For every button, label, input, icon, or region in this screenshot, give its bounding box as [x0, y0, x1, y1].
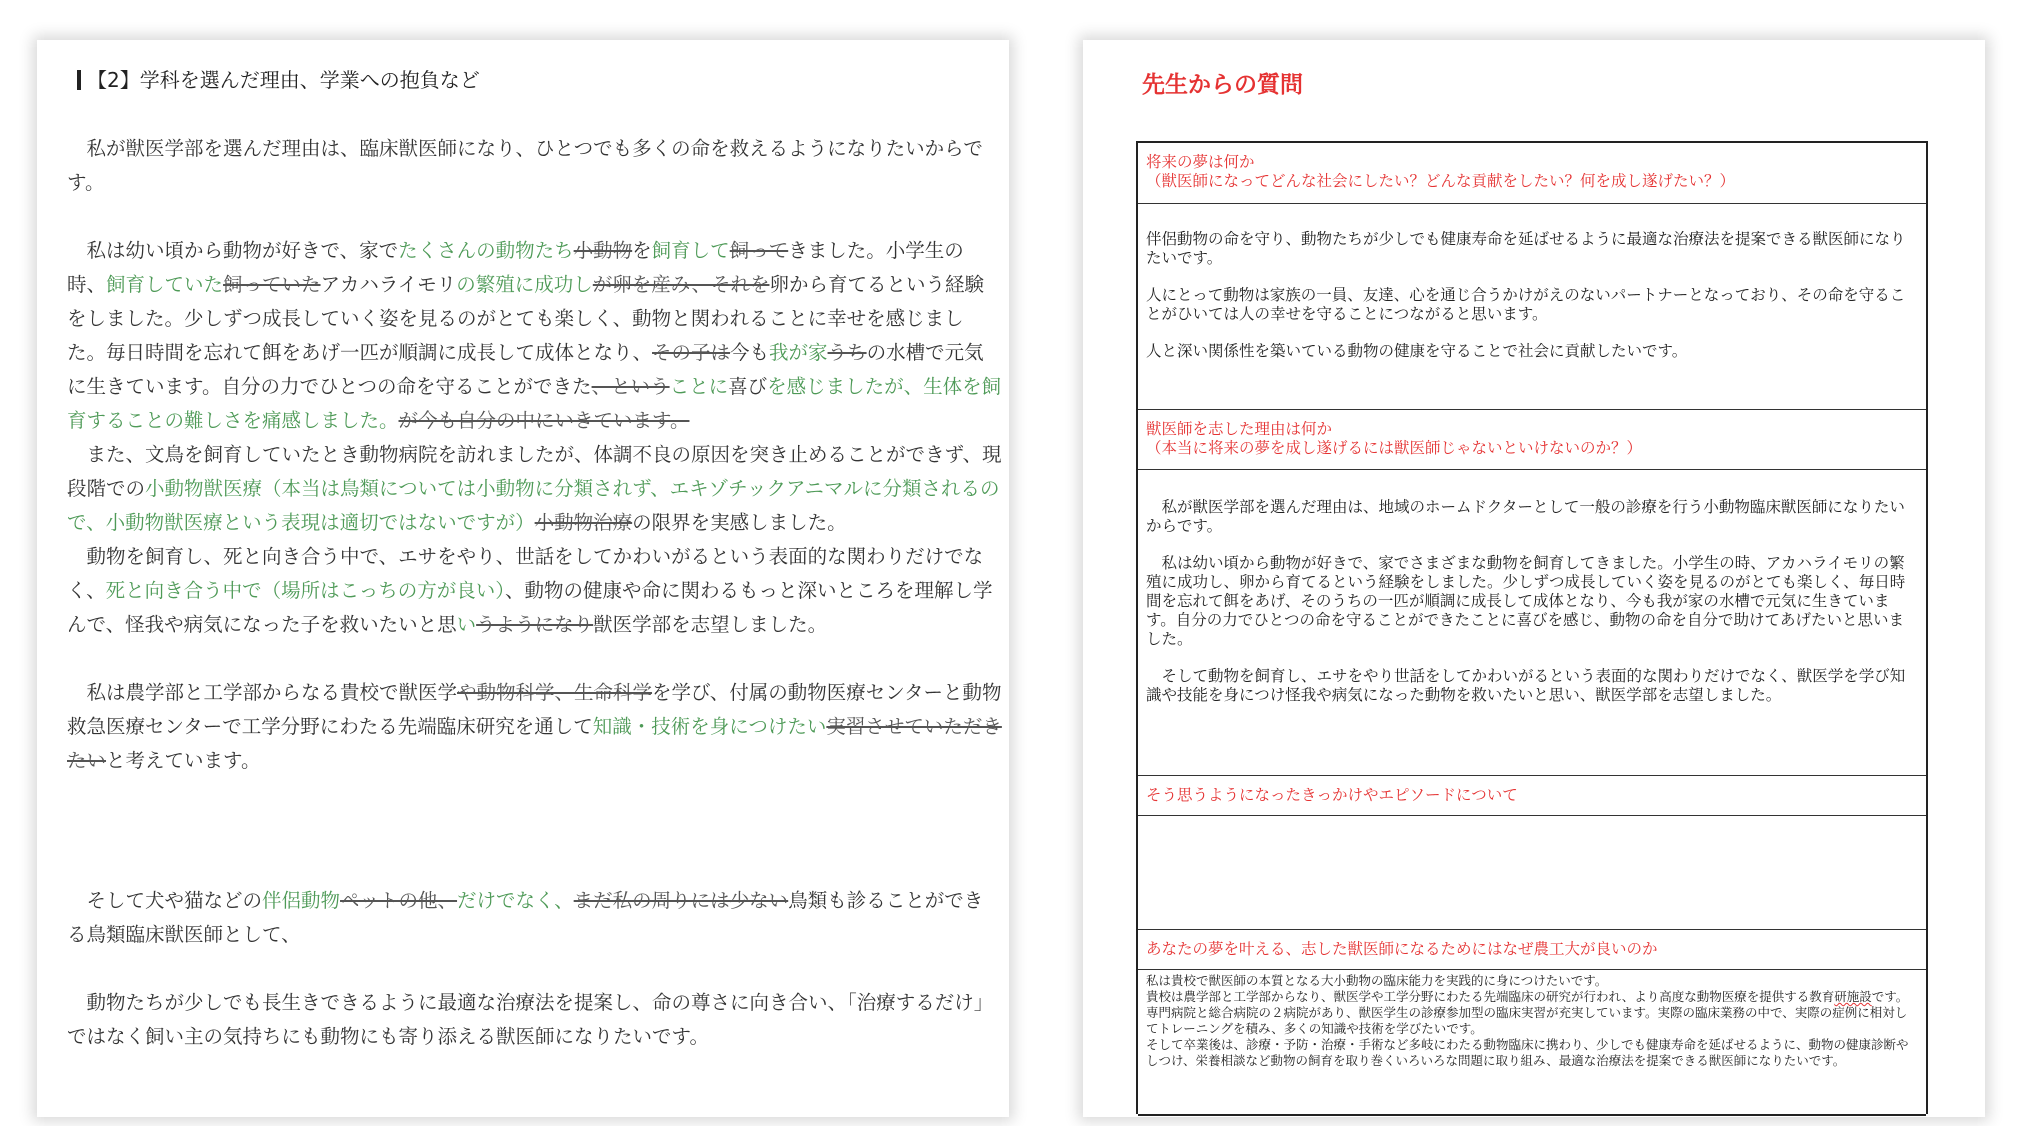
deleted-text: まだ私の周りには少ない	[573, 889, 789, 912]
paragraph-5	[67, 676, 1002, 778]
deleted-text: ペットの他、	[340, 889, 458, 912]
question-1-header: 将来の夢は何か （獣医師になってどんな社会にしたい？どんな貢献をしたい？何を成し遂げたい？）	[1146, 153, 1736, 190]
paragraph-1: 私が獣医学部を選んだ理由は、臨床獣医師になり、ひとつでも多くの命を救えるようになりたいからです。	[67, 137, 983, 194]
text-run: を	[632, 239, 652, 262]
heading-bar	[77, 70, 81, 90]
text-run: 、動物の健康や命に関わるもっと深いところを理解し学んで、怪我や病気になった子を救いたいと思	[67, 579, 993, 636]
deleted-text: が今も自分の中にいきています。	[398, 409, 690, 432]
deleted-text: が卵を産み、それを	[592, 273, 770, 296]
deleted-text: うようになり	[476, 613, 594, 636]
deleted-text: や動物科学、生命科学	[457, 681, 653, 704]
inserted-text: だけでなく、	[457, 889, 574, 912]
inserted-text: を感じましたが、生体を飼育することの難しさを痛感しました。	[67, 375, 1002, 432]
inserted-text: ことに	[669, 375, 729, 398]
answer-4: 私は貴校で獣医師の本質となる大小動物の臨床能力を実践的に身につけたいです。 貴校は農学部と工学部からなり、獣医学や工学分野にわたる先端臨床の研究が行われ、より高度な動物医療を提供する教育研施設です。 専門病院と総合病院の２病院があり、獣医学生の診療参加型の臨床実習が充実しています。実際の臨床業務の中で、実際の症例に相対してトレーニングを積み、多くの知識や技術を学びたいです。 そして卒業後は、診療・予防・治療・手術など多岐にわたる動物臨床に携わり、少しでも健康寿命を延ばせるように、動物の健康診断やしつけ、栄養相談など動物の飼育を取り巻くいろいろな問題に取り組み、最適な治療法を提案できる獣医師になりたいです。	[1138, 969, 1926, 1116]
text-run: と考えています。	[106, 749, 261, 772]
text-run: 獣医学部を志望しました。	[593, 613, 828, 636]
inserted-text: たくさんの動物たち	[398, 239, 574, 262]
question-table	[1136, 141, 1928, 1114]
paragraph-2	[67, 234, 1002, 438]
inserted-text: 我が家	[769, 341, 828, 364]
text-run: 卵から育てるという経験をしました。少しずつ成長していく姿を見るのがとても楽しく、動物と関われることに幸せを感じました。毎日時間を忘れて餌をあげ一匹が順調に成長して成体となり、	[67, 273, 984, 364]
paragraph-7: 動物たちが少しでも長生きできるように最適な治療法を提案し、命の尊さに向き合い、「治療するだけ」ではなく飼い主の気持ちにも動物にも寄り添える獣医師になりたいです。	[67, 991, 994, 1048]
page-title: 先生からの質問	[1142, 72, 1303, 98]
deleted-text: 小動物	[573, 239, 633, 262]
inserted-text: 小動物獣医療（本当は鳥類については小動物に分類されず、エキゾチックアニマルに分類されるので、小動物獣医療という表現は適切ではないですが）	[67, 477, 1000, 534]
deleted-text: 実習させていただきたい	[67, 715, 1002, 772]
paragraph-4	[67, 540, 1002, 642]
question-3-header: そう思うようになったきっかけやエピソードについて	[1138, 775, 1926, 815]
teacher-questions-page	[1083, 40, 1985, 1117]
text-run: 動物を飼育し、死と向き合う中で、エサをやり、世話をしてかわいがるという表面的な関わりだけでなく、	[67, 545, 984, 602]
inserted-text: 死と向き合う中で（場所はこっちの方が良い）	[105, 579, 505, 602]
text-run: を学び、付属の動物医療センターと動物救急医療センターで工学分野にわたる先端臨床研究を通して	[67, 681, 1002, 738]
text-run: きました。小学生の時、	[67, 239, 964, 296]
text-run: 鳥類も診ることができる鳥類臨床獣医師として、	[67, 889, 984, 946]
text-run: の水槽で元気に生きています。自分の力でひとつの命を守ることができた	[67, 341, 984, 398]
question-4-header: あなたの夢を叶える、志した獣医師になるためにはなぜ農工大が良いのか	[1138, 929, 1926, 969]
text-run: 喜び	[728, 375, 768, 398]
answer-3-empty	[1138, 815, 1926, 929]
deleted-text: その子は	[652, 341, 731, 364]
deleted-text: うち	[827, 341, 867, 364]
inserted-text: の繁殖に成功し	[456, 273, 593, 296]
essay-draft-page	[37, 40, 1009, 1117]
paragraph-3	[67, 438, 1002, 540]
inserted-text: い	[456, 613, 477, 636]
deleted-text: 、という	[591, 375, 670, 398]
deleted-text: 飼っていた	[223, 273, 321, 296]
inserted-text: 飼育していた	[106, 273, 224, 296]
inserted-text: 知識・技術を身につけたい	[592, 715, 827, 738]
question-2-header: 獣医師を志した理由は何か （本当に将来の夢を成し遂げるには獣医師じゃないといけないのか？）	[1138, 409, 1926, 469]
inserted-text: 伴侶動物	[262, 889, 341, 912]
text-run: の限界を実感しました。	[632, 511, 847, 534]
text-run: 私は農学部と工学部からなる貴校で獣医学	[86, 681, 458, 704]
answer-2: 私が獣医学部を選んだ理由は、地域のホームドクターとして一般の診療を行う小動物臨床獣医師になりたいからです。 私は幼い頃から動物が好きで、家でさまざまな動物を飼育してきました。小学生の時、アカハライモリの繁殖に成功し、卵から育てるという経験をしました。少しずつ成長していく姿を見るのがとても楽しく、毎日時間を忘れて餌をあげ、そのうちの一匹が順調に成長して成体となり、今も我が家の水槽で元気に生きています。自分の力でひとつの命を守ることができたことに喜びを感じ、動物の命を自分で助けてあげたいと思いました。 そして動物を飼育し、エサをやり世話をしてかわいがるという表面的な関わりだけでなく、獣医学を学び知識や技能を身につけ怪我や病気になった動物を救いたいと思い、獣医学部を志望しました。	[1138, 469, 1926, 775]
text-run: 今も	[730, 341, 770, 364]
text-run: また、文鳥を飼育していたとき動物病院を訪れましたが、体調不良の原因を突き止めることができず、現段階での	[67, 443, 1002, 500]
text-run: 私は幼い頃から動物が好きで、家で	[86, 239, 399, 262]
text-run: アカハライモリ	[320, 273, 457, 296]
deleted-text: 飼って	[729, 239, 789, 262]
deleted-text: 小動物治療	[534, 511, 633, 534]
answer-1: 伴侶動物の命を守り、動物たちが少しでも健康寿命を延ばせるように最適な治療法を提案できる獣医師になりたいです。 人にとって動物は家族の一員、友達、心を通じ合うかけがえのないパートナーとなっており、その命を守ることがひいては人の幸せを守ることにつながると思います。 人と深い関係性を築いている動物の健康を守ることで社会に貢献したいです。	[1138, 203, 1926, 409]
inserted-text: 飼育して	[651, 239, 730, 262]
section-heading: 【2】学科を選んだ理由、学業への抱負など	[77, 64, 480, 93]
paragraph-6	[67, 884, 1002, 952]
text-run: そして犬や猫などの	[86, 889, 263, 912]
